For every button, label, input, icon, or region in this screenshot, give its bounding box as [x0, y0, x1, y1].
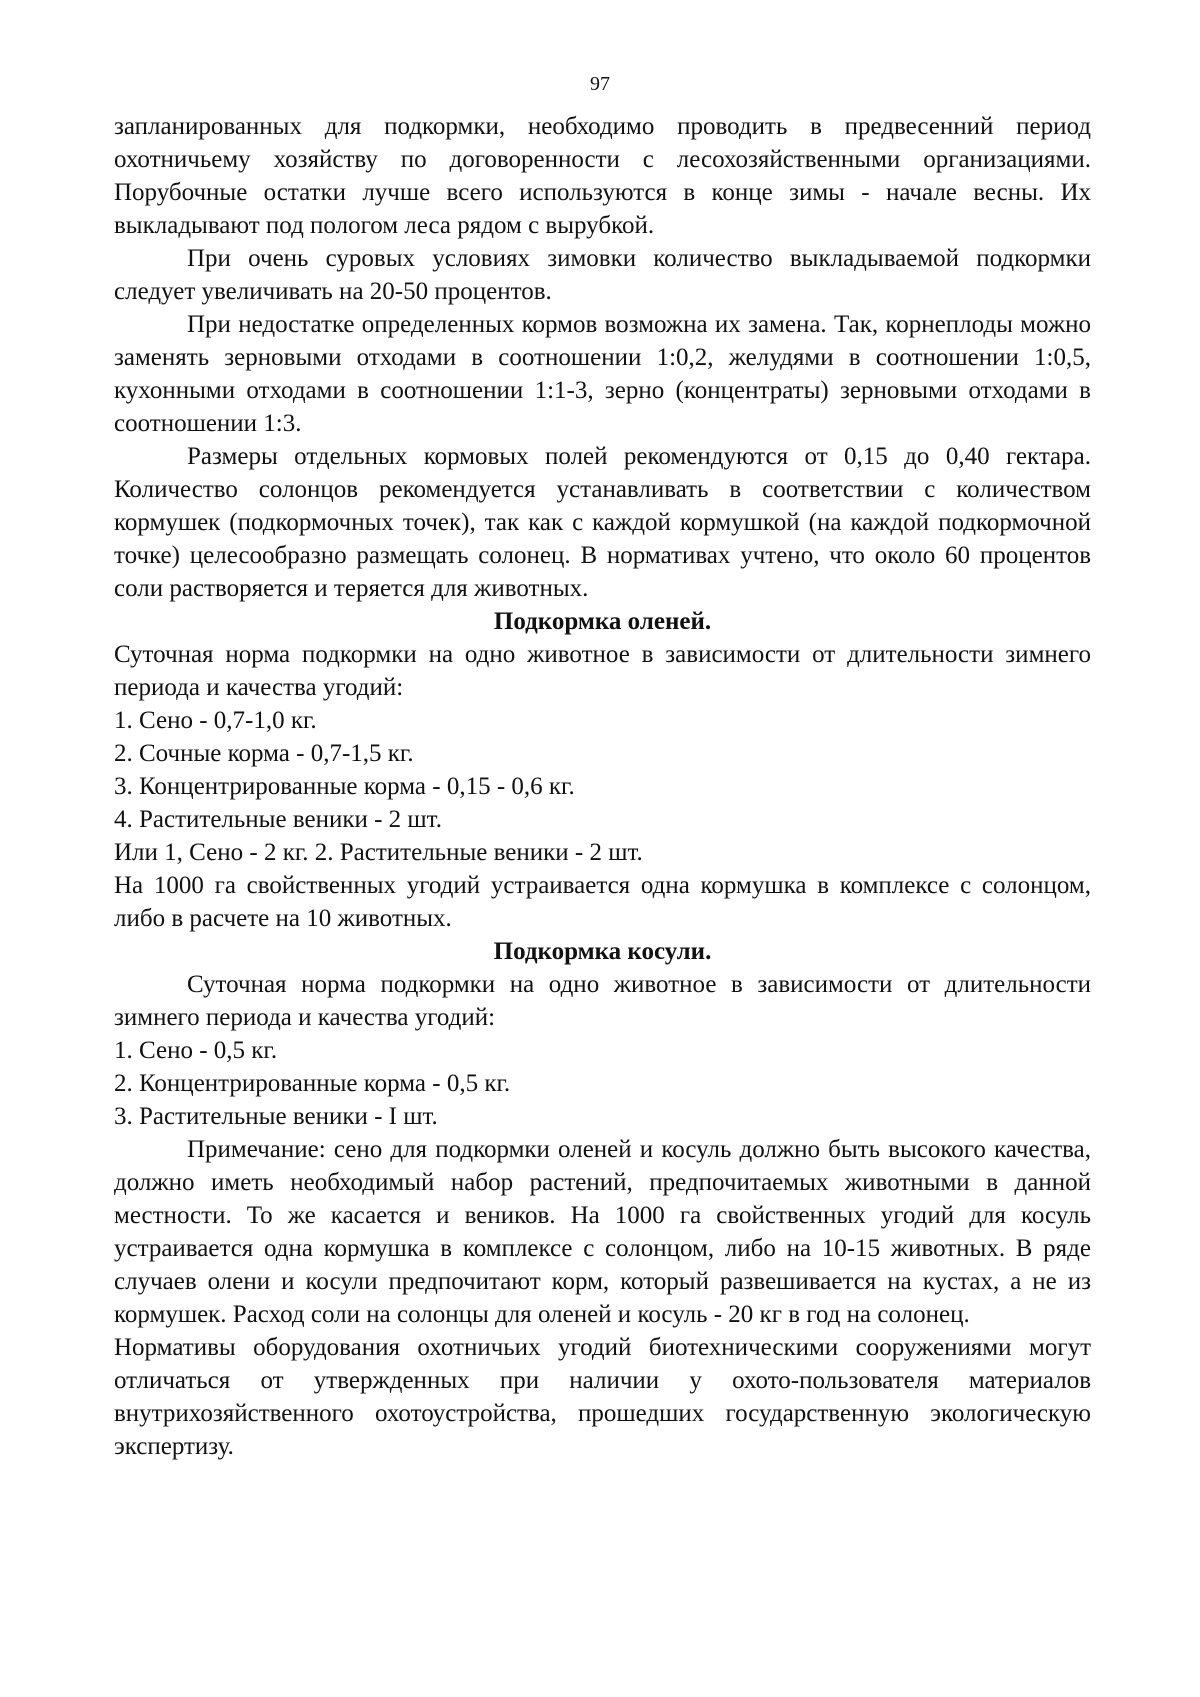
deer-list-item: 2. Сочные корма - 0,7-1,5 кг.	[114, 740, 414, 767]
paragraph-field-sizes: Размеры отдельных кормовых полей рекомендуются от 0,15 до 0,40 гектара. Количество солонцов рекомендуется устанавливать в соответствии с количеством кормушек (подкормочных точек), так как с каждой кормушкой (на каждой подкормочной точке) целесообразно размещать солонец. В нормативах учтено, что около 60 процентов соли растворяется и теряется для животных.	[114, 443, 1091, 602]
deer-list-item: 4. Растительные веники - 2 шт.	[114, 806, 442, 833]
remark-paragraph: Примечание: сено для подкормки оленей и косуль должно быть высокого качества, должно иметь необходимый набор растений, предпочитаемых животными в данной местности. То же касается и веников. На 1000 га свойственных угодий для косуль устраивается одна кормушка в комплексе с солонцом, либо на 10-15 животных. В ряде случаев олени и косули предпочитают корм, который развешивается на кустах, а не из кормушек. Расход соли на солонцы для оленей и косуль - 20 кг в год на солонец.	[114, 1136, 1091, 1328]
deer-list-item: 3. Концентрированные корма - 0,15 - 0,6 кг.	[114, 773, 575, 800]
roe-intro: Суточная норма подкормки на одно животное в зависимости от длительности зимнего периода и качества угодий:	[114, 971, 1091, 1031]
paragraph-feed-substitution: При недостатке определенных кормов возможна их замена. Так, корнеплоды можно заменять зерновыми отходами в соотношении 1:0,2, желудями в соотношении 1:0,5, кухонными отходами в соотношении 1:1-3, зерно (концентраты) зерновыми отходами в соотношении 1:3.	[114, 311, 1091, 437]
roe-list-item: 2. Концентрированные корма - 0,5 кг.	[114, 1070, 511, 1097]
deer-intro: Суточная норма подкормки на одно животное в зависимости от длительности зимнего периода и качества угодий:	[114, 641, 1091, 701]
roe-list-item: 3. Растительные веники - I шт.	[114, 1103, 438, 1130]
paragraph-forest-residues: запланированных для подкормки, необходимо проводить в предвесенний период охотничьему хозяйству по договоренности с лесохозяйственными организациями. Порубочные остатки лучше всего используются в конце зимы - начале весны. Их выкладывают под пологом леса рядом с вырубкой.	[114, 113, 1091, 239]
page-body	[114, 110, 1091, 1463]
deer-list-item: Или 1, Сено - 2 кг. 2. Растительные веники - 2 шт.	[114, 839, 643, 866]
deer-feeder-note: На 1000 га свойственных угодий устраивается одна кормушка в комплексе с солонцом, либо в расчете на 10 животных.	[114, 872, 1091, 932]
roe-list-item: 1. Сено - 0,5 кг.	[114, 1037, 278, 1064]
deer-list-item: 1. Сено - 0,7-1,0 кг.	[114, 707, 317, 734]
page-number: 97	[590, 73, 610, 95]
heading-roe-feeding: Подкормка косули.	[493, 938, 712, 965]
closing-paragraph: Нормативы оборудования охотничьих угодий биотехническими сооружениями могут отличаться от утвержденных при наличии у охото-пользователя материалов внутрихозяйственного охотоустройства, прошедших государственную экологическую экспертизу.	[114, 1334, 1091, 1460]
heading-deer-feeding: Подкормка оленей.	[493, 608, 712, 635]
paragraph-severe-winter: При очень суровых условиях зимовки количество выкладываемой подкормки следует увеличивать на 20-50 процентов.	[114, 245, 1091, 305]
